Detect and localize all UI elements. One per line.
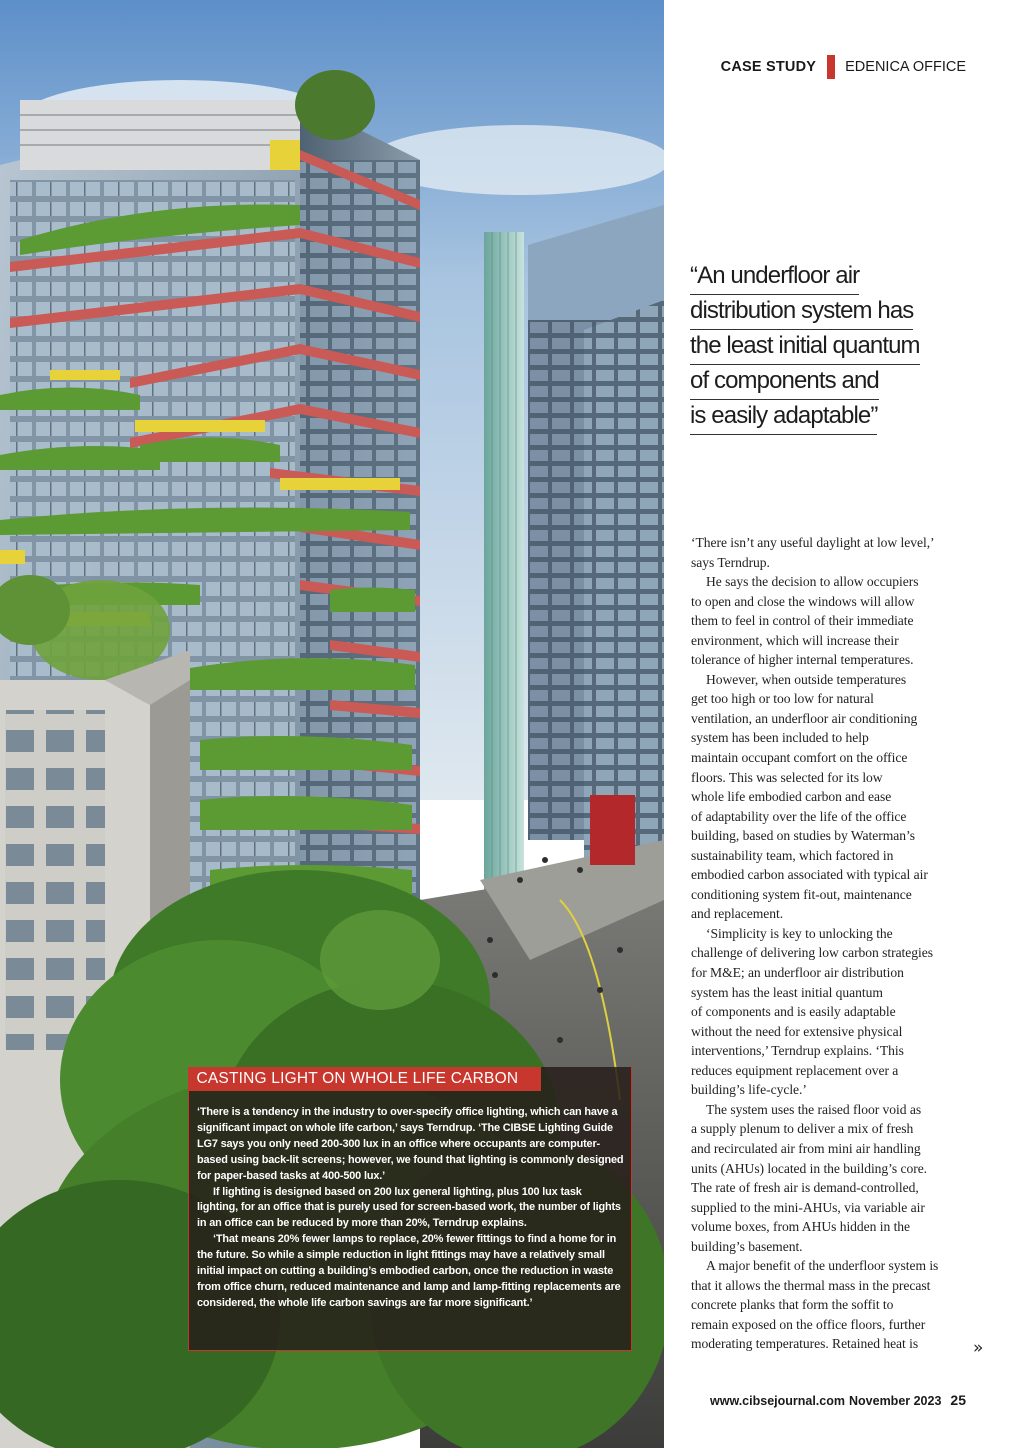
sidebar-title: CASTING LIGHT ON WHOLE LIFE CARBON	[188, 1067, 541, 1091]
pull-quote-line: is easily adaptable”	[690, 402, 877, 435]
sidebar-paragraph: ‘That means 20% fewer lamps to replace, 20% fewer fittings to find a home for in the future. So while a simple reduction in light fittings may have a relatively small initial impact on cutting a building’s embodied carbon, once the reduction in waste from office churn, reduced maintenance and lamp and lamp-fitting replacements are considered, the whole life carbon savings are far more significant.’	[197, 1233, 621, 1309]
section-label: CASE STUDY	[720, 59, 817, 75]
footer-date: November 2023	[849, 1394, 942, 1408]
sidebar-box	[188, 1067, 632, 1351]
pull-quote-line: “An underfloor air	[690, 262, 859, 295]
pull-quote-line: distribution system has	[690, 297, 913, 330]
sidebar-paragraph: If lighting is designed based on 200 lux general lighting, plus 100 lux task lighting, for an office that is purely used for screen-based work, the number of lights in an office can be reduced by more than 20%, Terndrup explains.	[197, 1185, 621, 1230]
header-divider-bar	[827, 55, 835, 79]
article-label: EDENICA OFFICE	[845, 59, 966, 75]
pull-quote	[690, 262, 980, 437]
pull-quote-line: of components and	[690, 367, 879, 400]
sidebar-body	[197, 1105, 625, 1312]
body-paragraph: However, when outside temperatures get too high or too low for natural ventilation, an underfloor air conditioning system has been included to help maintain occupant comfort on the office floors. This was selected for its low whole life embodied carbon and ease of adaptability over the life of the office building, based on studies by Waterman’s sustainability team, which factored in embodied carbon associated with typical air conditioning system fit-out, maintenance and replacement.	[691, 671, 928, 922]
footer-url: www.cibsejournal.com	[710, 1394, 845, 1408]
sidebar-paragraph: ‘There is a tendency in the industry to over-specify office lighting, which can have a significant impact on whole life carbon,’ says Terndrup. ‘The CIBSE Lighting Guide LG7 says you only need 200-300 lux in an office where occupants are computer-based using back-lit screens; however, we found that lighting is commonly designed for paper-based tasks at 400-500 lux.’	[197, 1106, 624, 1182]
body-paragraph: ‘There isn’t any useful daylight at low level,’ says Terndrup.	[691, 535, 935, 570]
page-header	[721, 55, 966, 79]
pull-quote-line: the least initial quantum	[690, 332, 920, 365]
continue-arrow-icon: »	[973, 1338, 984, 1358]
body-paragraph: The system uses the raised floor void as a supply plenum to deliver a mix of fresh and recirculated air from mini air handling units (AHUs) located in the building’s core. The rate of fresh air is demand-controlled, supplied to the mini-AHUs, via variable air volume boxes, from AHUs hidden in the building’s basement.	[691, 1101, 928, 1254]
body-paragraph: He says the decision to allow occupiers to open and close the windows will allow them to feel in control of their immediate environment, which will increase their tolerance of higher internal temperatures.	[691, 574, 919, 668]
page-number: 25	[950, 1392, 966, 1408]
page-footer	[710, 1392, 966, 1408]
body-paragraph: A major benefit of the underfloor system is that it allows the thermal mass in the precast concrete planks that form the soffit to remain exposed on the office floors, further moderating temperatures. Retained heat is	[691, 1258, 939, 1352]
article-body	[691, 533, 971, 1354]
body-paragraph: ‘Simplicity is key to unlocking the challenge of delivering low carbon strategies for M&E; an underfloor air distribution system has the least initial quantum of components and is easily adaptable without the need for extensive physical interventions,’ Terndrup explains. ‘This reduces equipment replacement over a building’s life-cycle.’	[691, 925, 933, 1098]
